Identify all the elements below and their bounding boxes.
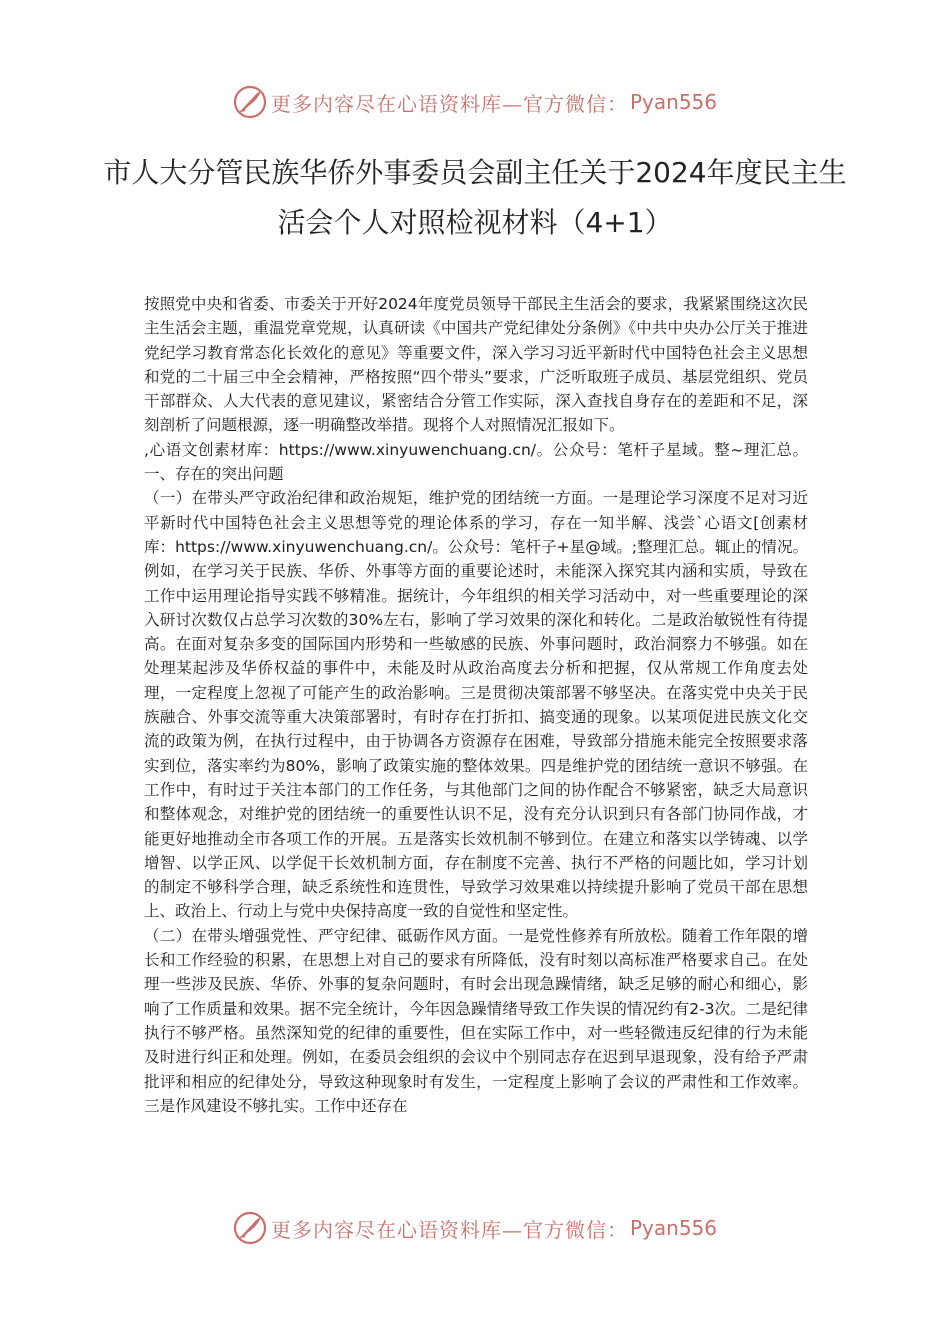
banner-wechat-id: Pyan556 — [629, 1216, 717, 1240]
banner-text: 更多内容尽在心语资料库—官方微信： — [270, 91, 628, 116]
header-banner — [0, 82, 950, 122]
document-body — [144, 292, 808, 1118]
section-1-paragraph: （一）在带头严守政治纪律和政治规矩，维护党的团结统一方面。一是理论学习深度不足对习近平新时代中国特色社会主义思想等党的理论体系的学习，存在一知半解、浅尝`心语文[创素材库：https://www.xinyuwenchuang.cn/。公众号：笔杆子+星@域。;整理汇总。辄止的情况。例如，在学习关于民族、华侨、外事等方面的重要论述时，未能深入探究其内涵和实质，导致在工作中运用理论指导实践不够精准。据统计，今年组织的相关学习活动中，对一些重要理论的深入研讨次数仅占总学习次数的30%左右，影响了学习效果的深化和转化。二是政治敏锐性有待提高。在面对复杂多变的国际国内形势和一些敏感的民族、外事问题时，政治洞察力不够强。如在处理某起涉及华侨权益的事件中，未能及时从政治高度去分析和把握，仅从常规工作角度去处理，一定程度上忽视了可能产生的政治影响。三是贯彻决策部署不够坚决。在落实党中央关于民族融合、外事交流等重大决策部署时，有时存在打折扣、搞变通的现象。以某项促进民族文化交流的政策为例，在执行过程中，由于协调各方资源存在困难，导致部分措施未能完全按照要求落实到位，落实率约为80%，影响了政策实施的整体效果。四是维护党的团结统一意识不够强。在工作中，有时过于关注本部门的工作任务，与其他部门之间的协作配合不够紧密，缺乏大局意识和整体观念，对维护党的团结统一的重要性认识不足，没有充分认识到只有各部门协同作战，才能更好地推动全市各项工作的开展。五是落实长效机制不够到位。在建立和落实以学铸魂、以学增智、以学正风、以学促干长效机制方面，存在制度不完善、执行不严格的问题比如，学习计划的制定不够科学合理，缺乏系统性和连贯性，导致学习效果难以持续提升影响了党员干部在思想上、政治上、行动上与党中央保持高度一致的自觉性和坚定性。 — [144, 489, 808, 921]
document-title: 市人大分管民族华侨外事委员会副主任关于2024年度民主生活会个人对照检视材料（4+1） — [103, 156, 847, 239]
source-note-paragraph: ,心语文创素材库：https://www.xinyuwenchuang.cn/。公众号：笔杆子星域。整~理汇总。一、存在的突出问题 — [144, 440, 808, 484]
section-2-paragraph: （二）在带头增强党性、严守纪律、砥砺作风方面。一是党性修养有所放松。随着工作年限的增长和工作经验的积累，在思想上对自己的要求有所降低，没有时刻以高标准严格要求自己。在处理一些涉及民族、华侨、外事的复杂问题时，有时会出现急躁情绪，缺乏足够的耐心和细心，影响了工作质量和效果。据不完全统计，今年因急躁情绪导致工作失误的情况约有2-3次。二是纪律执行不够严格。虽然深知党的纪律的重要性，但在实际工作中，对一些轻微违反纪律的行为未能及时进行纠正和处理。例如，在委员会组织的会议中个别同志存在迟到早退现象，没有给予严肃批评和相应的纪律处分，导致这种现象时有发生，一定程度上影响了会议的严肃性和工作效率。三是作风建设不够扎实。工作中还存在 — [144, 926, 808, 1115]
quill-logo-icon — [233, 85, 267, 119]
intro-paragraph: 按照党中央和省委、市委关于开好2024年度党员领导干部民主生活会的要求，我紧紧围绕这次民主生活会主题，重温党章党规，认真研读《中国共产党纪律处分条例》《中共中央办公厅关于推进党纪学习教育常态化长效化的意见》等重要文件，深入学习习近平新时代中国特色社会主义思想和党的二十届三中全会精神，严格按照“四个带头”要求，广泛听取班子成员、基层党组织、党员干部群众、人大代表的意见建议，紧密结合分管工作实际，深入查找自身存在的差距和不足，深刻剖析了问题根源，逐一明确整改举措。现将个人对照情况汇报如下。 — [144, 295, 808, 435]
banner-text: 更多内容尽在心语资料库—官方微信： — [270, 1217, 628, 1242]
footer-banner — [0, 1208, 950, 1248]
quill-logo-icon — [233, 1211, 267, 1245]
banner-wechat-id: Pyan556 — [629, 90, 717, 114]
